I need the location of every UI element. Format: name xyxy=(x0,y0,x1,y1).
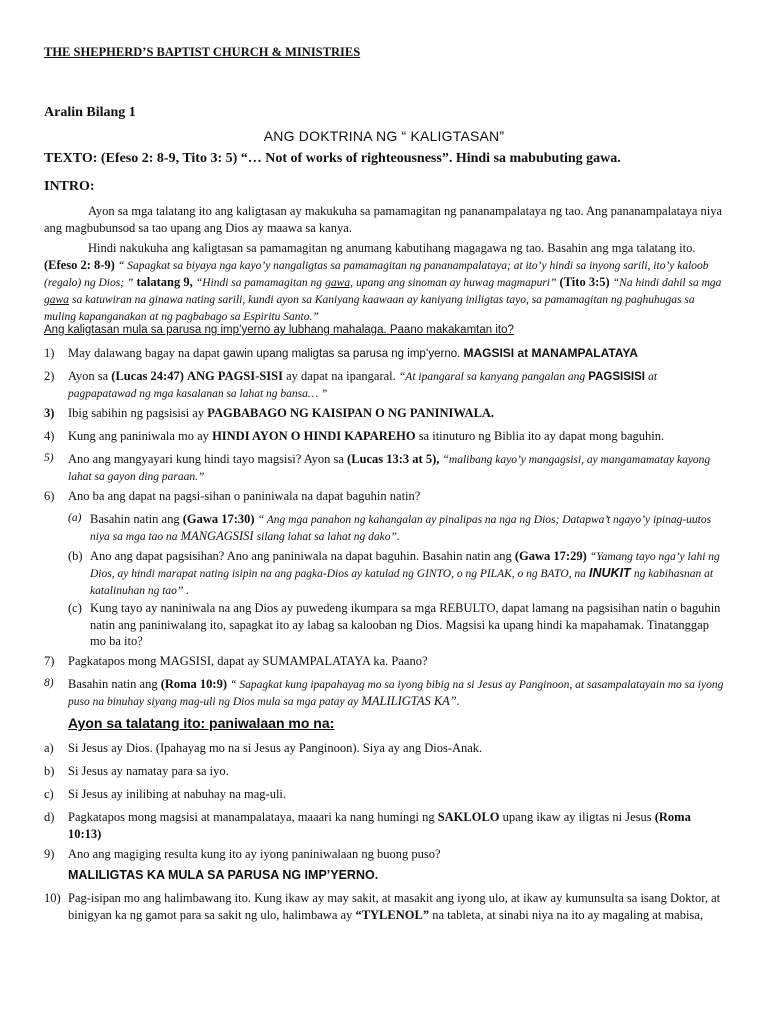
list-item-8 xyxy=(44,676,724,710)
item-text: gawin upang maligtas sa parusa ng imp’yerno. xyxy=(223,348,461,360)
intro-paragraph-2 xyxy=(44,240,724,325)
list-item-7 xyxy=(44,653,724,670)
item-ref: (Gawa 17:30) xyxy=(182,512,255,526)
item-emphasis: HINDI AYON O HINDI KAPAREHO xyxy=(212,429,416,443)
item-quote: “ Ang mga panahon ng kahangalan ay pinalipas na nga ng Dios; Datapwa’t ngayo’y ipinag-uutos niya sa mga tao na xyxy=(90,514,712,544)
document-title: ANG DOKTRINA NG “ KALIGTASAN” xyxy=(263,128,505,144)
item-quote: ng kabihasnan at katalinuhan ng tao” . xyxy=(90,568,714,598)
item-text: Pagkatapos mong MAGSISI, dapat ay SUMAMPALATAYA ka. Paano? xyxy=(68,654,428,668)
quote-v9-a: “Hindi sa pamamagitan ng xyxy=(195,276,323,289)
intro-p2-text: Hindi nakukuha ang kaligtasan sa pamamagitan ng anumang kabutihang magagawa ng tao. Basahin ang mga talatang ito. xyxy=(88,241,696,255)
list-item-5 xyxy=(44,451,724,485)
item-text: Kung ang paniniwala mo ay xyxy=(68,429,209,443)
item-text: Si Jesus ay namatay para sa iyo. xyxy=(68,764,229,778)
item-text: Si Jesus ay inilibing at nabuhay na mag-uli. xyxy=(68,787,287,801)
item-quote: silang lahat sa lahat ng dako”. xyxy=(256,531,400,544)
ref-efeso: (Efeso 2: 8-9) xyxy=(44,257,115,272)
item-quote: “ Sapagkat kung ipapahayag mo sa iyong bibig na si Jesus ay Panginoon, at sasampalatayain mo sa iyong puso na binuhay siyang mag-uli ng Dios mula sa mga patay ay xyxy=(68,679,724,709)
item-text: Basahin natin ang xyxy=(68,677,158,691)
item-ref: (Gawa 17:29) xyxy=(514,549,587,563)
list-item-6 xyxy=(44,488,724,505)
list-item-10 xyxy=(44,890,724,923)
item-text: Ano ang magiging resulta kung ito ay iyong paniniwalaan ng buong puso? xyxy=(68,847,441,861)
list-item-3 xyxy=(44,405,724,422)
item-number: d) xyxy=(44,810,55,824)
quote-tito-a: “Na hindi dahil sa mga xyxy=(612,276,722,289)
item-number: 10) xyxy=(44,891,61,905)
quote-v9-b: gawa, xyxy=(325,276,353,289)
alpha-item-c xyxy=(44,786,724,803)
item-text: ay dapat na ipangaral. xyxy=(286,369,396,383)
item-number: 5) xyxy=(44,452,54,464)
item-number: 6) xyxy=(44,489,55,503)
list-item-6a xyxy=(68,511,724,545)
ref-talatang-9: talatang 9, xyxy=(136,274,193,289)
quote-tito-c: sa katuwiran na ginawa nating sarili, kundi ayon sa Kaniyang kaawaan ay kaniyang iniligtas tayo, sa pamamagitan ng paghuhugas sa muling kapanganakan at ng pagbabago sa Espiritu Santo.” xyxy=(44,293,695,324)
item-text: May dalawang bagay na dapat xyxy=(68,346,221,360)
item-ref: (Roma 10:9) xyxy=(160,677,228,691)
item-emphasis: INUKIT xyxy=(589,566,631,581)
item-ref: (Roma 10:13) xyxy=(68,810,691,841)
item-emphasis: PAGSISISI xyxy=(588,371,645,383)
church-name: THE SHEPHERD’S BAPTIST CHURCH & MINISTRIES xyxy=(44,45,361,59)
item-ref: (Lucas 24:47) xyxy=(111,369,184,383)
quote-v9-c: upang ang sinoman ay huwag magmapuri” xyxy=(356,276,557,289)
item-number: (b) xyxy=(68,549,83,563)
item-text: Pagkatapos mong magsisi at manampalataya, maaari ka nang humingi ng xyxy=(68,810,435,824)
item-number: 1) xyxy=(44,346,55,360)
lesson-number: Aralin Bilang 1 xyxy=(44,105,136,120)
item-text: na tableta, at sinabi niya na ito ay magaling at mabisa, xyxy=(432,907,703,922)
question-intro: Ang kaligtasan mula sa parusa ng imp’yerno ay lubhang mahalaga. Paano makakamtan ito? xyxy=(44,324,514,336)
quote-tito-b: gawa xyxy=(44,293,69,306)
item-text: sa itinuturo ng Biblia ito ay dapat mong baguhin. xyxy=(418,429,665,443)
list-item-6c xyxy=(68,600,724,650)
item-quote: “At ipangaral sa kanyang pangalan ang xyxy=(398,371,586,383)
result-heading: MALILIGTAS KA MULA SA PARUSA NG IMP’YERNO. xyxy=(68,868,379,882)
item-text: Ayon sa xyxy=(68,369,109,383)
item-emphasis: ANG PAGSI-SISI xyxy=(187,369,283,383)
item-text: upang ikaw ay iligtas ni Jesus xyxy=(502,810,652,824)
alpha-item-b xyxy=(44,763,724,780)
item-number: (c) xyxy=(68,601,82,615)
ref-tito: (Tito 3:5) xyxy=(559,274,610,289)
item-number: (a) xyxy=(68,512,82,524)
item-text: Ibig sabihin ng pagsisisi ay xyxy=(68,406,205,420)
item-text: Ano ba ang dapat na pagsi-sihan o paniniwala na dapat baguhin natin? xyxy=(68,489,421,503)
item-quote: at pagpapatawad ng mga kasalanan sa lahat ng bansa… ” xyxy=(68,371,658,401)
item-text: Ano ang dapat pagsisihan? Ano ang paniniwala na dapat baguhin. Basahin natin ang xyxy=(90,549,512,563)
list-item-6b xyxy=(68,548,724,600)
item-emphasis: MANGAGSISI xyxy=(180,529,254,544)
item-number: a) xyxy=(44,741,54,755)
item-ref: (Lucas 13:3 at 5), xyxy=(347,452,440,466)
item-text: Kung tayo ay naniniwala na ang Dios ay puwedeng ikumpara sa mga REBULTO, dapat lamang na pagsisihan natin o baguhin natin ang paniniwalang ito, sapagkat ito ay labag sa kalooban ng Dios. Magsisi ka upang hindi ka mapahamak. Tinatanggap mo ba ito? xyxy=(90,601,721,648)
item-emphasis: “TYLENOL” xyxy=(355,907,430,922)
item-number: 2) xyxy=(44,369,55,383)
alpha-item-a xyxy=(44,740,724,757)
list-item-2 xyxy=(44,368,724,402)
subheading: Ayon sa talatang ito: paniwalaan mo na: xyxy=(68,715,335,731)
item-emphasis: MAGSISI at MANAMPALATAYA xyxy=(463,346,638,360)
list-item-4 xyxy=(44,428,724,445)
item-emphasis: MALILIGTAS KA”. xyxy=(361,694,460,709)
intro-label: INTRO: xyxy=(44,179,95,194)
item-emphasis: SAKLOLO xyxy=(437,810,500,824)
item-text: Pag-isipan mo ang halimbawang ito. Kung ikaw ay may sakit, at masakit ang iyong ulo, at ikaw ay kumunsulta sa isang Doktor, at binigyan ka ng gamot para sa sakit ng ulo, halimbawa ay xyxy=(68,891,721,922)
item-number: 9) xyxy=(44,847,55,861)
item-emphasis: PAGBABAGO NG KAISIPAN O NG PANINIWALA. xyxy=(207,406,495,420)
list-item-9 xyxy=(44,846,724,863)
item-quote: “Yamang tayo nga’y lahi ng Dios, ay hindi marapat nating isipin na ang pagka-Dios ay katulad ng GINTO, o ng PILAK, o ng BATO, na xyxy=(90,551,720,581)
item-quote: “malibang kayo’y mangagsisi, ay mangamamatay kayong lahat sa gayon ding paraan.” xyxy=(68,454,711,484)
item-number: c) xyxy=(44,787,54,801)
item-number: 7) xyxy=(44,654,55,668)
item-number: 3) xyxy=(44,406,55,420)
intro-paragraph-1: Ayon sa mga talatang ito ang kaligtasan ay makukuha sa pamamagitan ng pananampalataya ng tao. Ang pananampalataya niya ang magbubunsod sa tao upang ang Dios ay maawa sa kanya. xyxy=(44,204,723,235)
item-number: b) xyxy=(44,764,55,778)
item-number: 8) xyxy=(44,677,54,689)
item-number: 4) xyxy=(44,429,55,443)
alpha-item-d xyxy=(44,809,724,842)
item-text: Basahin natin ang xyxy=(90,512,180,526)
item-text: Si Jesus ay Dios. (Ipahayag mo na si Jesus ay Panginoon). Siya ay ang Dios-Anak. xyxy=(68,741,483,755)
texto-line: TEXTO: (Efeso 2: 8-9, Tito 3: 5) “… Not of works of righteousness”. Hindi sa mabubuting gawa. xyxy=(44,151,621,166)
item-text: Ano ang mangyayari kung hindi tayo magsisi? Ayon sa xyxy=(68,452,344,466)
list-item-1 xyxy=(44,345,724,362)
quote-efeso: “ Sapagkat sa biyaya nga kayo’y nangaligtas sa pamamagitan ng pananampalataya; at ito’y hindi sa inyong sarili, ito’y kaloob (regalo) ng Dios; ” xyxy=(44,259,709,289)
